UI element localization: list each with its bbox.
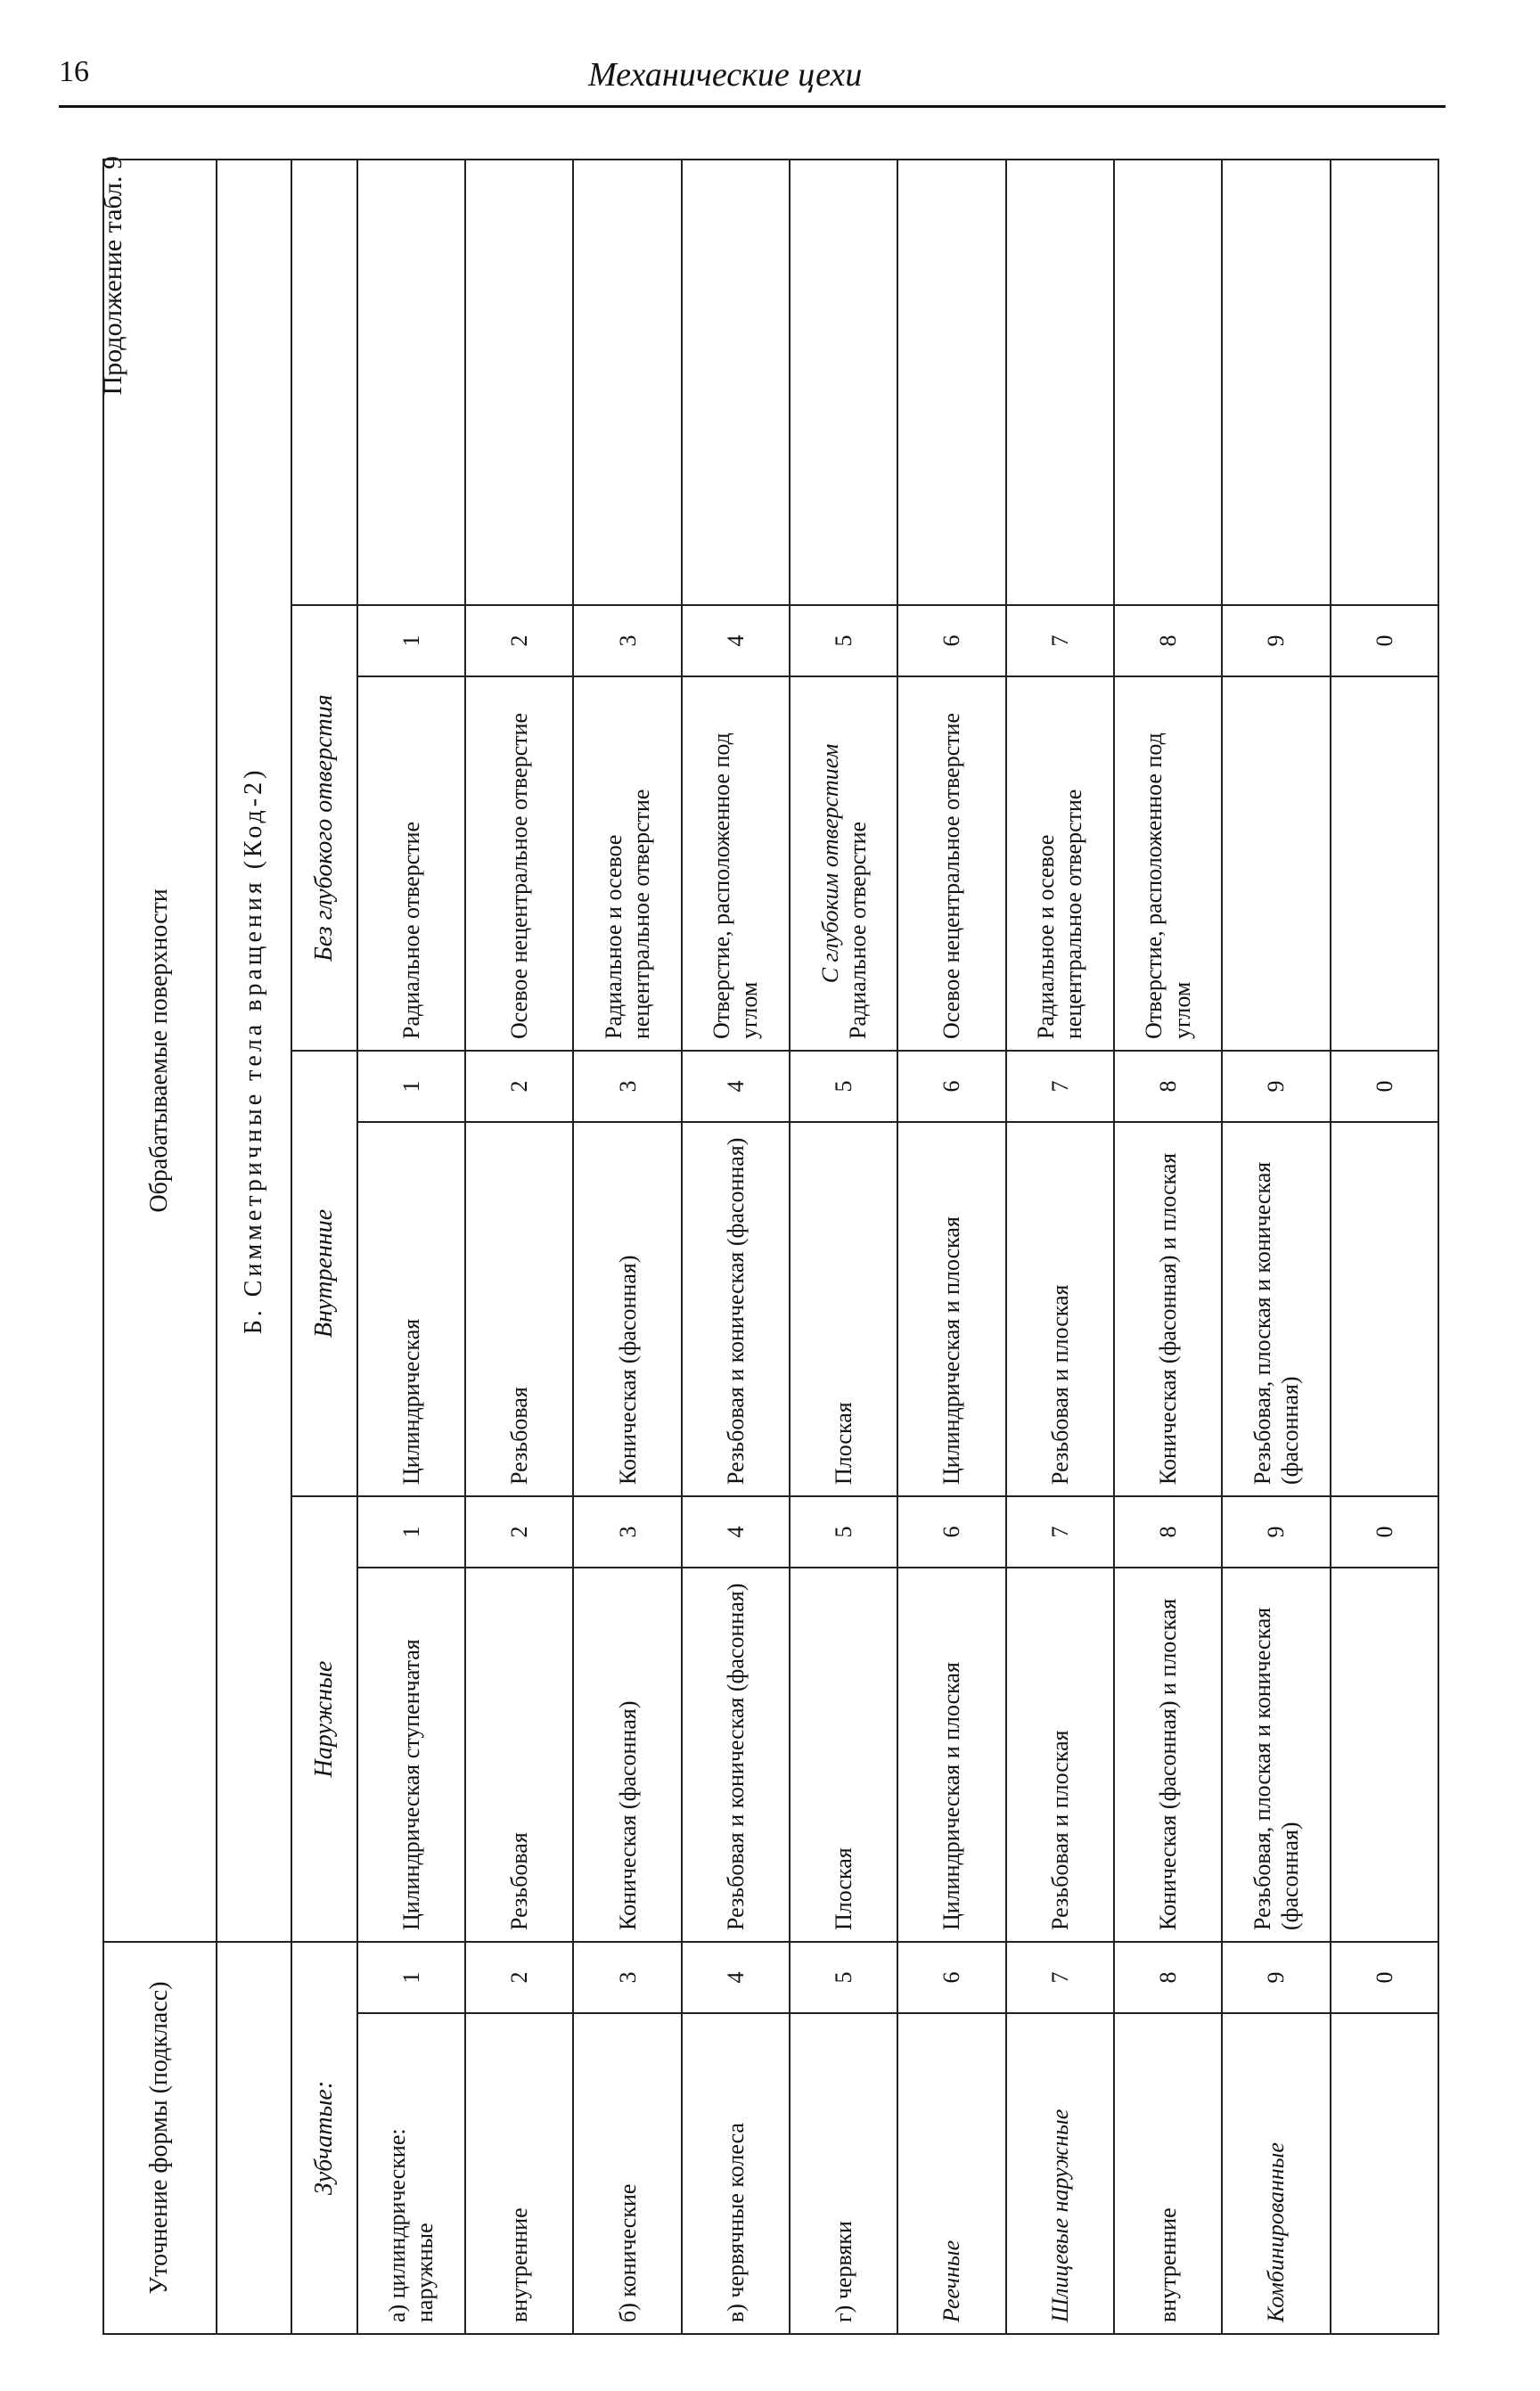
row-external-surface: Резьбовая и плоская [1006, 1568, 1114, 1942]
row-internal-surface: Резьбовая и коническая (фасонная) [682, 1122, 790, 1496]
row-code-2: 7 [1006, 1496, 1114, 1568]
rotated-table-wrapper [102, 160, 1439, 2335]
row-extra [1006, 160, 1114, 605]
subheader-deep-hole: С глубоким отверстием [816, 743, 843, 984]
row-external-surface: Коническая (фасонная) и плоская [1114, 1568, 1222, 1942]
row-code-4: 5 [790, 605, 897, 676]
row-code-1: 1 [357, 1942, 465, 2013]
row-code-3: 3 [573, 1051, 681, 1122]
row-hole-type [1222, 676, 1330, 1051]
row-internal-surface: Резьбовая [465, 1122, 573, 1496]
row-code-4: 4 [682, 605, 790, 676]
table-row [1114, 160, 1222, 2334]
row-internal-surface: Плоская [790, 1122, 897, 1496]
header-right: Обрабатываемые поверхности [103, 160, 217, 1942]
row-extra [573, 160, 681, 605]
row-extra [357, 160, 465, 605]
row-hole-type: Отверстие, расположенное под углом [682, 676, 790, 1051]
header-rule [59, 105, 1446, 108]
row-hole-type [790, 676, 897, 1051]
row-external-surface: Резьбовая и коническая (фасонная) [682, 1568, 790, 1942]
row-internal-surface: Коническая (фасонная) и плоская [1114, 1122, 1222, 1496]
table-row [1006, 160, 1114, 2334]
row-hole-type [1331, 676, 1438, 1051]
running-title: Механические цехи [588, 56, 863, 94]
subheader-internal: Внутренние [291, 1051, 357, 1496]
row-code-2: 3 [573, 1496, 681, 1568]
row-code-3: 9 [1222, 1051, 1330, 1122]
row-code-3: 4 [682, 1051, 790, 1122]
row-subclass: Шлицевые наружные [1006, 2013, 1114, 2334]
row-external-surface: Цилиндрическая ступенчатая [357, 1568, 465, 1942]
row-subclass: внутренние [1114, 2013, 1222, 2334]
classification-table [102, 159, 1439, 2335]
row-hole-type: Осевое нецентральное отверстие [897, 676, 1005, 1051]
table-row [1331, 160, 1438, 2334]
row-code-2: 0 [1331, 1496, 1438, 1568]
row-subclass: Реечные [897, 2013, 1005, 2334]
row-hole-type: Радиальное отверстие [357, 676, 465, 1051]
row-code-1: 5 [790, 1942, 897, 2013]
row-extra [1114, 160, 1222, 605]
row-internal-surface [1331, 1122, 1438, 1496]
row-hole-type: Отверстие, расположенное под углом [1114, 676, 1222, 1051]
spacer-cell [217, 1942, 291, 2334]
table-row [790, 160, 897, 2334]
row-subclass: внутренние [465, 2013, 573, 2334]
row-subclass: в) червячные колеса [682, 2013, 790, 2334]
row-external-surface: Цилиндрическая и плоская [897, 1568, 1005, 1942]
continuation-label: Продолжение табл. 9 [98, 156, 127, 396]
row-external-surface: Плоская [790, 1568, 897, 1942]
row-code-1: 6 [897, 1942, 1005, 2013]
row-code-3: 5 [790, 1051, 897, 1122]
row-code-4: 9 [1222, 605, 1330, 676]
row-internal-surface: Цилиндрическая [357, 1122, 465, 1496]
row-internal-surface: Коническая (фасонная) [573, 1122, 681, 1496]
row-subclass [1331, 2013, 1438, 2334]
row-code-1: 3 [573, 1942, 681, 2013]
row-code-3: 7 [1006, 1051, 1114, 1122]
section-title: Б. Симметричные тела вращения (Код-2) [217, 160, 291, 1942]
row-code-3: 6 [897, 1051, 1005, 1122]
spacer-cell [291, 160, 357, 605]
row-hole-type: Радиальное и осевое нецентральное отверстие [573, 676, 681, 1051]
table-row [465, 160, 573, 2334]
row-code-1: 0 [1331, 1942, 1438, 2013]
row-code-2: 5 [790, 1496, 897, 1568]
row-code-4: 1 [357, 605, 465, 676]
row-code-2: 1 [357, 1496, 465, 1568]
row-subclass: г) червяки [790, 2013, 897, 2334]
row-subclass: Комбинированные [1222, 2013, 1330, 2334]
row-code-3: 2 [465, 1051, 573, 1122]
row-code-4: 6 [897, 605, 1005, 676]
row-internal-surface: Цилиндрическая и плоская [897, 1122, 1005, 1496]
row-code-3: 8 [1114, 1051, 1222, 1122]
row-hole-type: Осевое нецентральное отверстие [465, 676, 573, 1051]
subheader-external: Наружные [291, 1496, 357, 1942]
row-code-3: 0 [1331, 1051, 1438, 1122]
group-label-zub: Зубчатые: [291, 1942, 357, 2334]
table-row [573, 160, 681, 2334]
row-code-2: 9 [1222, 1496, 1330, 1568]
row-code-1: 9 [1222, 1942, 1330, 2013]
row-extra [790, 160, 897, 605]
table-row [1222, 160, 1330, 2334]
row-code-1: 4 [682, 1942, 790, 2013]
row-extra [465, 160, 573, 605]
row-code-2: 6 [897, 1496, 1005, 1568]
header-left: Уточнение формы (подкласс) [103, 1942, 217, 2334]
row-extra [682, 160, 790, 605]
table-row [357, 160, 465, 2334]
row-code-1: 8 [1114, 1942, 1222, 2013]
row-extra [897, 160, 1005, 605]
row-external-surface: Резьбовая, плоская и коническая (фасонная) [1222, 1568, 1330, 1942]
row-internal-surface: Резьбовая и плоская [1006, 1122, 1114, 1496]
page-number: 16 [59, 55, 89, 88]
row-code-1: 7 [1006, 1942, 1114, 2013]
subheader-no-deep-hole: Без глубокого отверстия [291, 605, 357, 1051]
row-code-4: 8 [1114, 605, 1222, 676]
row-internal-surface: Резьбовая, плоская и коническая (фасонная) [1222, 1122, 1330, 1496]
row-code-2: 8 [1114, 1496, 1222, 1568]
row-hole-text: Радиальное отверстие [844, 821, 871, 1039]
row-code-2: 4 [682, 1496, 790, 1568]
row-code-4: 2 [465, 605, 573, 676]
row-subclass: а) цилиндрические: наружные [357, 2013, 465, 2334]
row-external-surface: Коническая (фасонная) [573, 1568, 681, 1942]
table-row [897, 160, 1005, 2334]
row-external-surface [1331, 1568, 1438, 1942]
row-code-3: 1 [357, 1051, 465, 1122]
row-code-4: 3 [573, 605, 681, 676]
row-extra [1222, 160, 1330, 605]
row-code-4: 7 [1006, 605, 1114, 676]
row-code-4: 0 [1331, 605, 1438, 676]
table-row [682, 160, 790, 2334]
row-code-1: 2 [465, 1942, 573, 2013]
row-subclass: б) конические [573, 2013, 681, 2334]
row-extra [1331, 160, 1438, 605]
table-body [357, 160, 1438, 2334]
row-hole-type: Радиальное и осевое нецентральное отверстие [1006, 676, 1114, 1051]
row-external-surface: Резьбовая [465, 1568, 573, 1942]
row-code-2: 2 [465, 1496, 573, 1568]
